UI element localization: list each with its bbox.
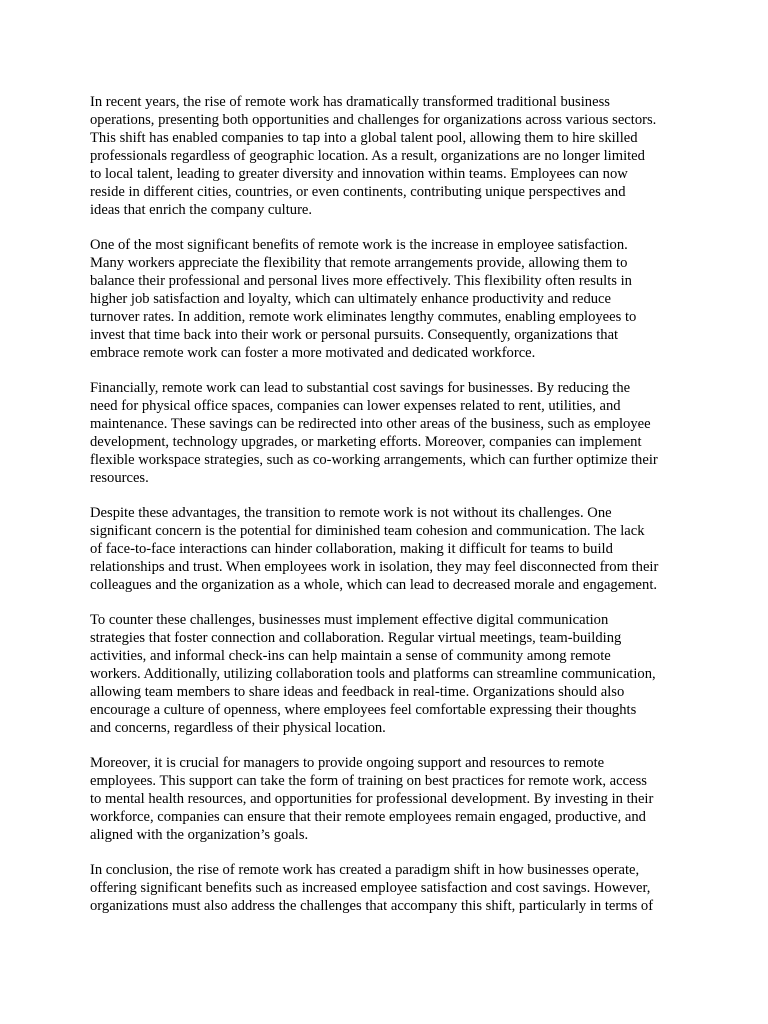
paragraph-cost-savings: Financially, remote work can lead to substantial cost savings for businesses. By reducing the need for physical office spaces, companies can lower expenses related to rent, utilities, and maintenance. These savings can be redirected into other areas of the business, such as employee development, technology upgrades, or marketing efforts. Moreover, companies can implement flexible workspace strategies, such as co-working arrangements, which can further optimize their resources. (90, 380, 658, 486)
paragraph-communication-strategies: To counter these challenges, businesses must implement effective digital communication strategies that foster connection and collaboration. Regular virtual meetings, team-building activities, and informal check-ins can help maintain a sense of community among remote workers. Additionally, utilizing collaboration tools and platforms can streamline communication, allowing team members to share ideas and feedback in real-time. Organizations should also encourage a culture of openness, where employees feel comfortable expressing their thoughts and concerns, regardless of their physical location. (90, 612, 656, 736)
document-body (90, 93, 682, 932)
paragraph-employee-satisfaction: One of the most significant benefits of remote work is the increase in employee satisfaction. Many workers appreciate the flexibility that remote arrangements provide, allowing them to balance their professional and personal lives more effectively. This flexibility often results in higher job satisfaction and loyalty, which can ultimately enhance productivity and reduce turnover rates. In addition, remote work eliminates lengthy commutes, enabling employees to invest that time back into their work or personal pursuits. Consequently, organizations that embrace remote work can foster a more motivated and dedicated workforce. (90, 237, 637, 361)
paragraph-challenges: Despite these advantages, the transition to remote work is not without its challenges. One significant concern is the potential for diminished team cohesion and communication. The lack of face-to-face interactions can hinder collaboration, making it difficult for teams to build relationships and trust. When employees work in isolation, they may feel disconnected from their colleagues and the organization as a whole, which can lead to decreased morale and engagement. (90, 505, 659, 593)
paragraph-manager-support: Moreover, it is crucial for managers to provide ongoing support and resources to remote employees. This support can take the form of training on best practices for remote work, access to mental health resources, and opportunities for professional development. By investing in their workforce, companies can ensure that their remote employees remain engaged, productive, and aligned with the organization’s goals. (90, 755, 654, 843)
paragraph-remote-work-intro: In recent years, the rise of remote work has dramatically transformed traditional business operations, presenting both opportunities and challenges for organizations across various sectors. This shift has enabled companies to tap into a global talent pool, allowing them to hire skilled professionals regardless of geographic location. As a result, organizations are no longer limited to local talent, leading to greater diversity and innovation within teams. Employees can now reside in different cities, countries, or even continents, contributing unique perspectives and ideas that enrich the company culture. (90, 94, 657, 218)
paragraph-conclusion: In conclusion, the rise of remote work has created a paradigm shift in how businesses operate, offering significant benefits such as increased employee satisfaction and cost savings. However, organizations must also address the challenges that accompany this shift, particularly in terms of (90, 862, 654, 914)
